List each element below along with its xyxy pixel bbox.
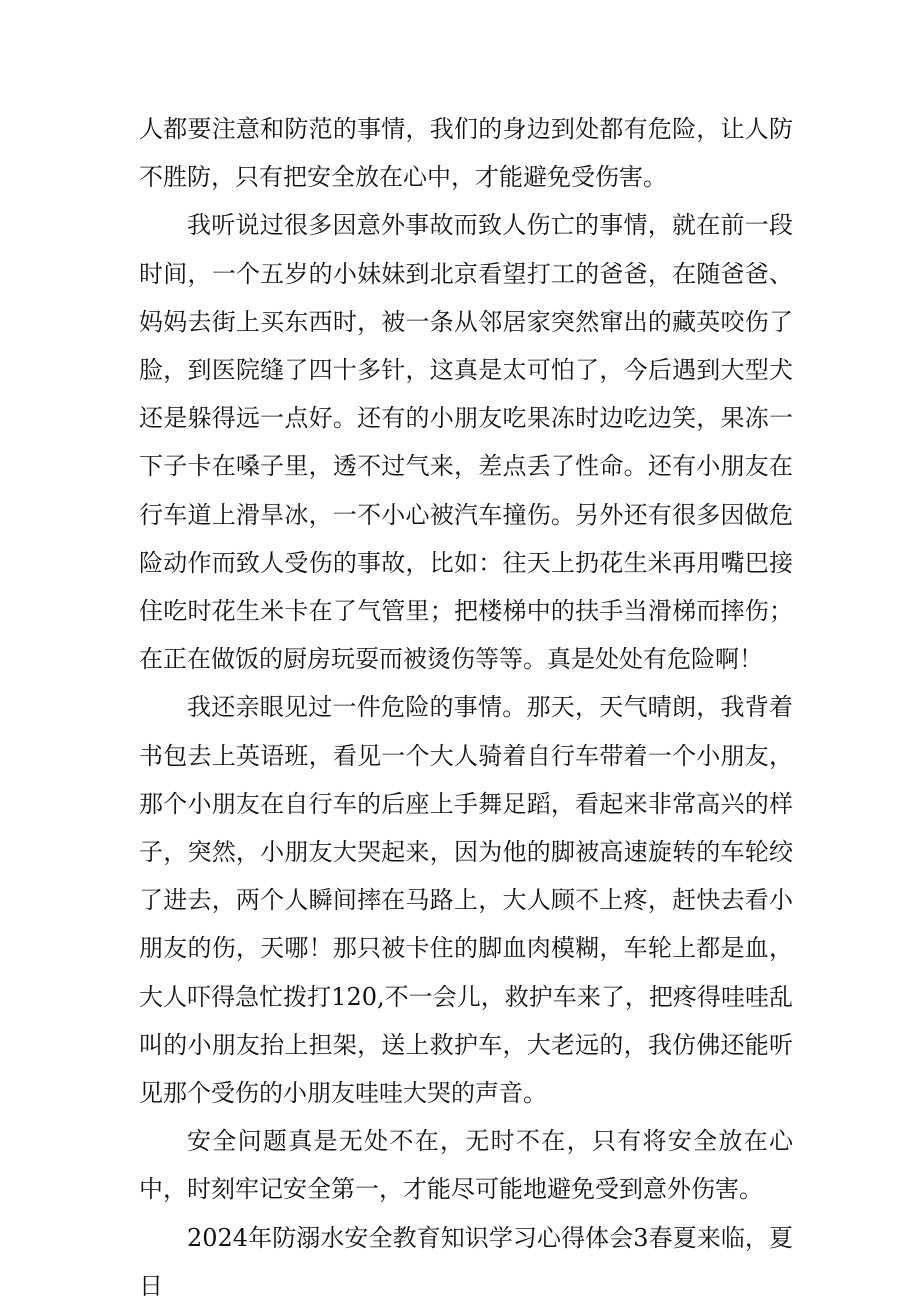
paragraph-next-article-start: 2024年防溺水安全教育知识学习心得体会3春夏来临，夏日 — [139, 1223, 793, 1300]
document-body — [139, 105, 793, 1310]
paragraph-witnessed: 我还亲眼见过一件危险的事情。那天，天气晴朗，我背着书包去上英语班，看见一个大人骑着自行车带着一个小朋友，那个小朋友在自行车的后座上手舞足蹈，看起来非常高兴的样子，突然，小朋友大哭起来，因为他的脚被高速旋转的车轮绞了进去，两个人瞬间摔在马路上，大人顾不上疼，赶快去看小朋友的伤，天哪！那只被卡住的脚血肉模糊，车轮上都是血，大人吓得急忙拨打120,不一会儿，救护车来了，把疼得哇哇乱叫的小朋友抬上担架，送上救护车，大老远的，我仿佛还能听见那个受伤的小朋友哇哇大哭的声音。 — [139, 693, 793, 1108]
paragraph-accidents: 我听说过很多因意外事故而致人伤亡的事情，就在前一段时间，一个五岁的小妹妹到北京看望打工的爸爸，在随爸爸、妈妈去街上买东西时，被一条从邻居家突然窜出的藏英咬伤了脸，到医院缝了四十多针，这真是太可怕了，今后遇到大型犬还是躲得远一点好。还有的小朋友吃果冻时边吃边笑，果冻一下子卡在嗓子里，透不过气来，差点丢了性命。还有小朋友在行车道上滑旱冰，一不小心被汽车撞伤。另外还有很多因做危险动作而致人受伤的事故，比如：往天上扔花生米再用嘴巴接住吃时花生米卡在了气管里；把楼梯中的扶手当滑梯而摔伤；在正在做饭的厨房玩耍而被烫伤等等。真是处处有危险啊！ — [139, 211, 793, 674]
paragraph-intro-continuation: 人都要注意和防范的事情，我们的身边到处都有危险，让人防不胜防，只有把安全放在心中，才能避免受伤害。 — [139, 115, 793, 192]
paragraph-conclusion: 安全问题真是无处不在，无时不在，只有将安全放在心中，时刻牢记安全第一，才能尽可能地避免受到意外伤害。 — [139, 1127, 793, 1204]
